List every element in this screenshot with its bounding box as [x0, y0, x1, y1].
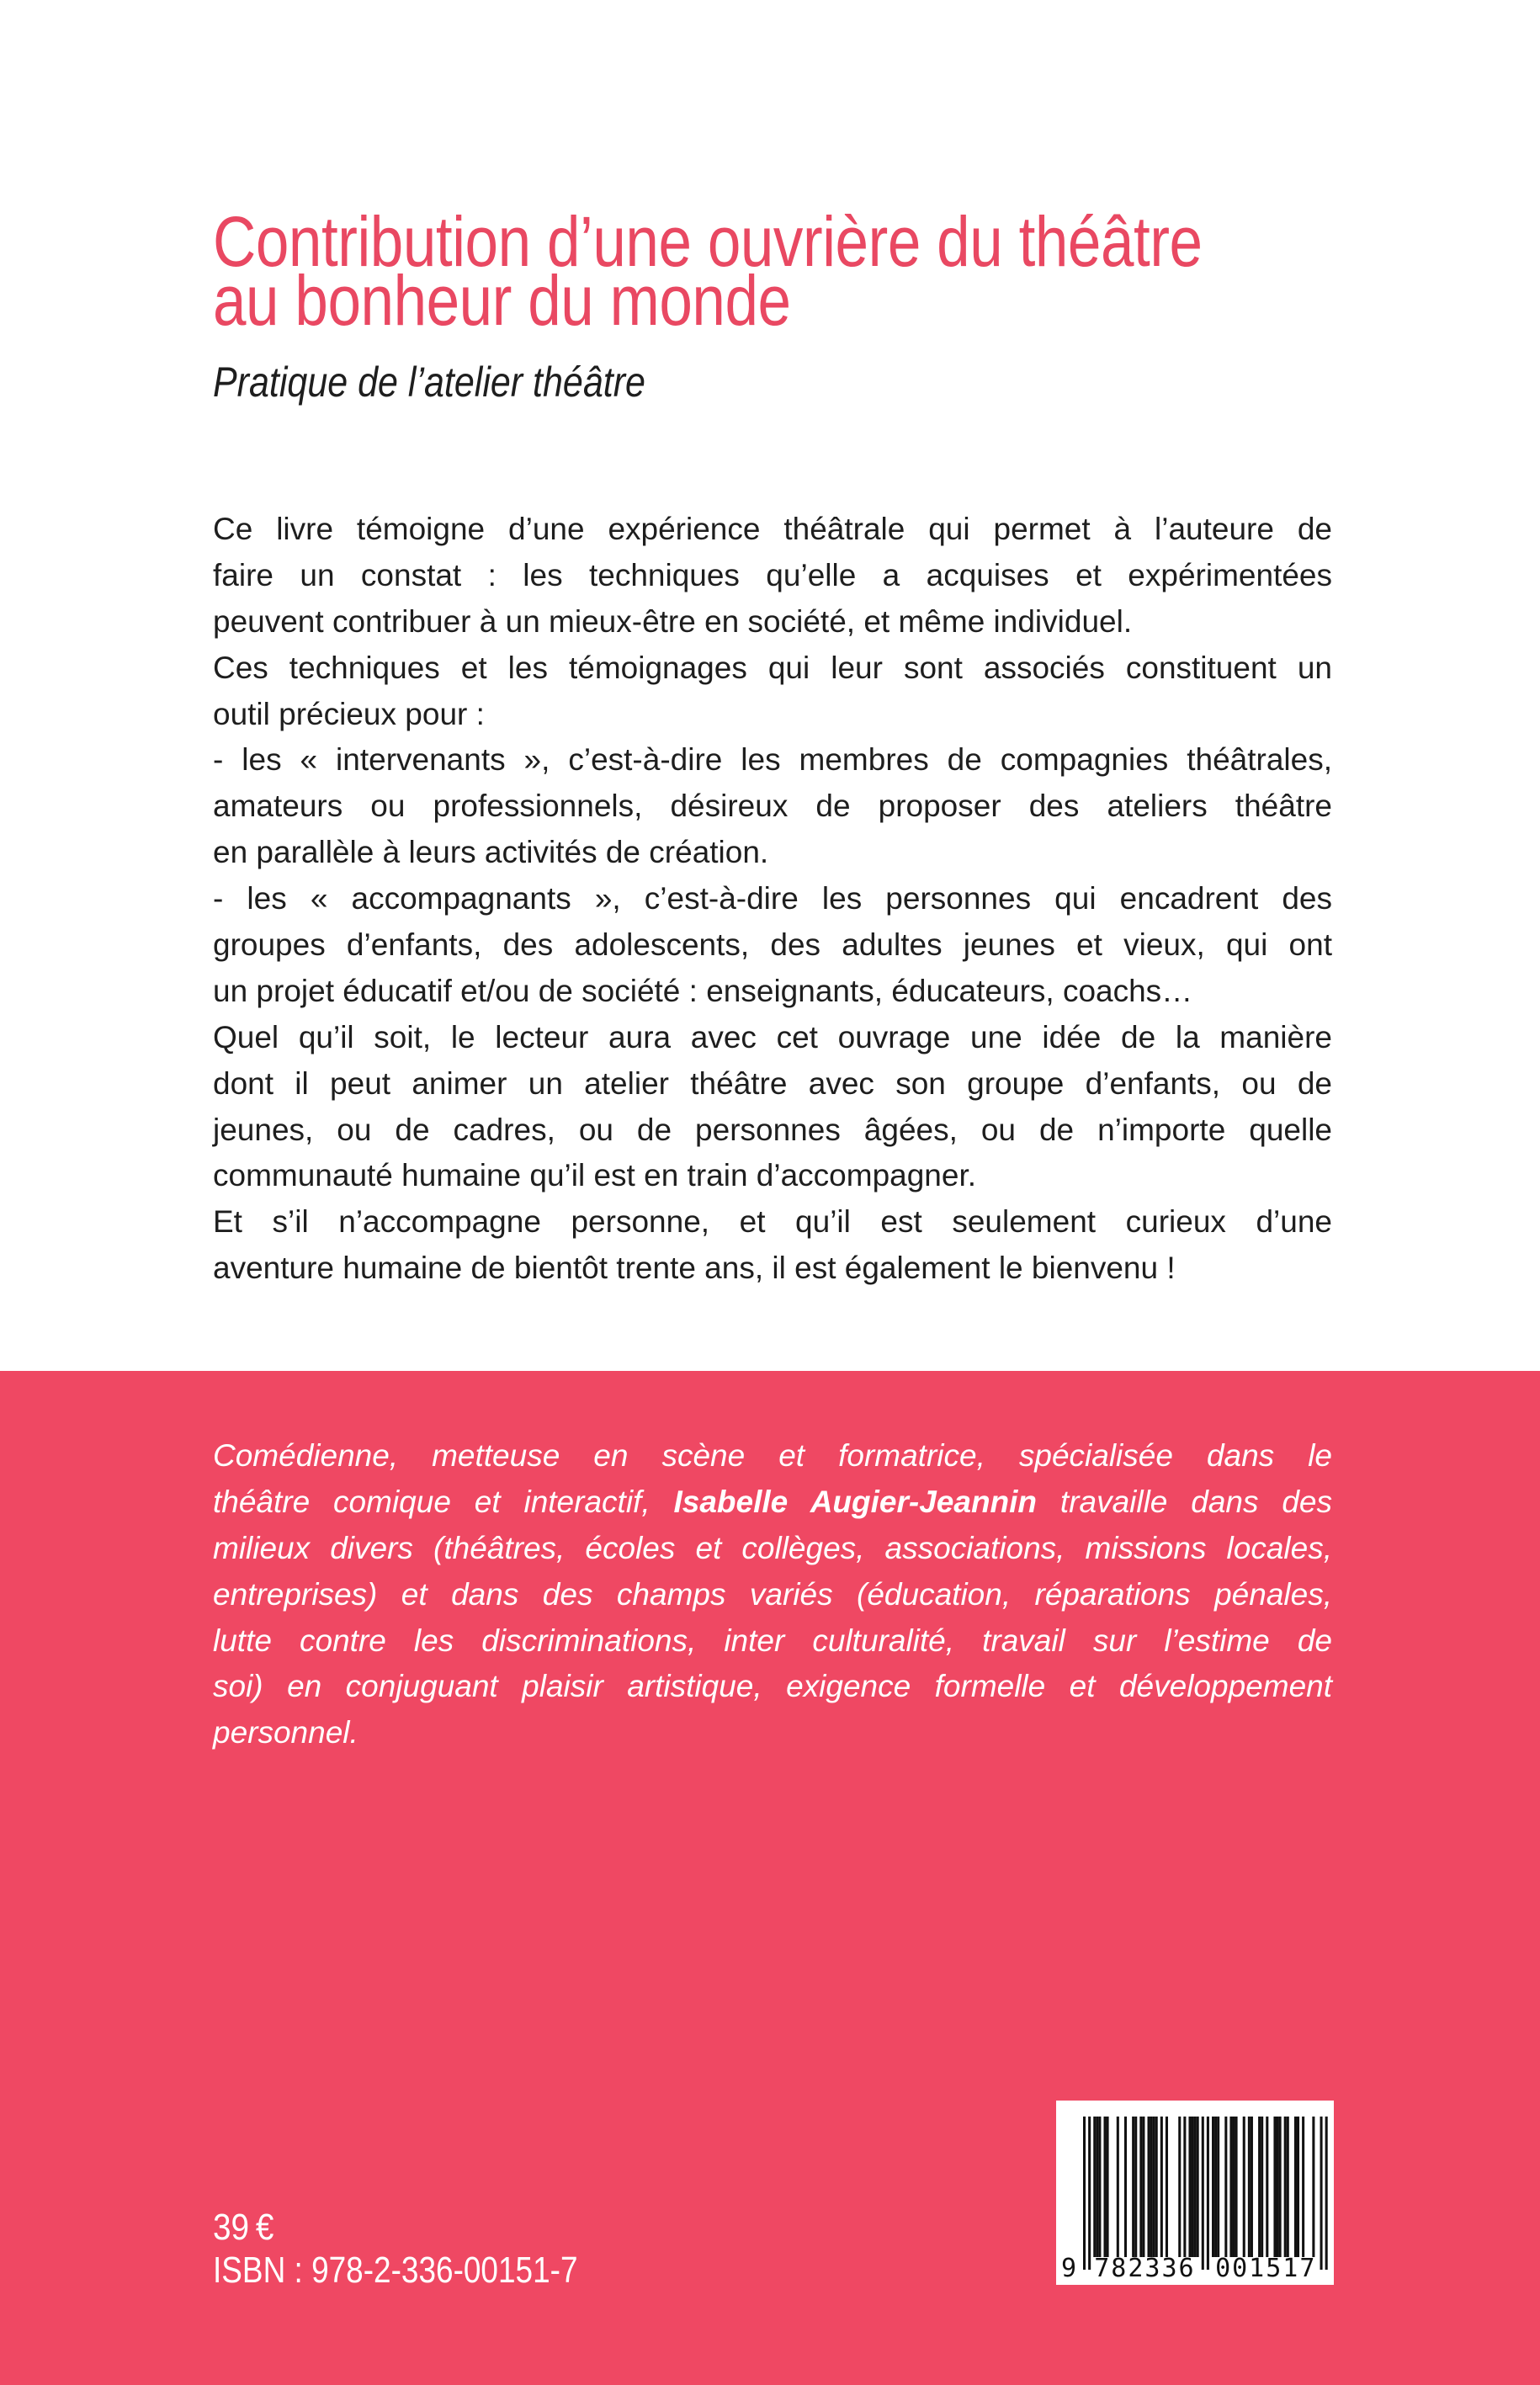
author-bio — [213, 1432, 1332, 1756]
svg-text:782336: 782336 — [1094, 2254, 1196, 2283]
bio-line-text — [213, 1432, 1332, 1479]
bio-text-segment: personnel. — [213, 1715, 358, 1750]
description-line — [213, 737, 1332, 783]
isbn-barcode — [1056, 2101, 1334, 2285]
description-line — [213, 830, 1332, 876]
description-line-text: un projet éducatif et/ou de société : enseignants, éducateurs, coachs… — [213, 973, 1193, 1008]
description-line-text: aventure humaine de bientôt trente ans, il est également le bienvenu ! — [213, 1251, 1176, 1286]
bio-line — [213, 1479, 1332, 1525]
description-line-text: Ces techniques et les témoignages qui leur sont associés constituent un — [213, 650, 1332, 685]
bio-line-text — [213, 1479, 1332, 1525]
author-name: Isabelle Augier-Jeannin — [673, 1484, 1038, 1519]
book-subtitle: Pratique de l’atelier théâtre — [213, 359, 645, 406]
description-line-text: groupes d’enfants, des adolescents, des adultes jeunes et vieux, qui ont — [213, 927, 1332, 963]
description-line — [213, 553, 1332, 599]
description-line — [213, 922, 1332, 969]
description-line-text: - les « accompagnants », c’est-à-dire les personnes qui encadrent des — [213, 881, 1332, 916]
description-line-text: dont il peut animer un atelier théâtre avec son groupe d’enfants, ou de — [213, 1065, 1332, 1101]
description-line — [213, 599, 1332, 645]
bio-line — [213, 1571, 1332, 1617]
bio-line — [213, 1617, 1332, 1664]
bio-text-segment: entreprises) et dans des champs variés (éducation, réparations pénales, — [213, 1576, 1332, 1612]
bio-text-segment: Comédienne, metteuse en scène et formatrice, spécialisée dans le — [213, 1438, 1332, 1473]
bio-line-text — [213, 1709, 1332, 1756]
description-line-text: - les « intervenants », c’est-à-dire les membres de compagnies théâtrales, — [213, 742, 1332, 778]
description-line — [213, 507, 1332, 553]
book-title-line-1: Contribution d’une ouvrière du théâtre — [213, 202, 1203, 281]
bio-line — [213, 1663, 1332, 1709]
book-description — [213, 507, 1332, 1292]
book-title-line-2: au bonheur du monde — [213, 261, 791, 340]
description-line-text: outil précieux pour : — [213, 696, 485, 731]
bio-text-segment: lutte contre les discriminations, inter culturalité, travail sur l’estime de — [213, 1623, 1332, 1658]
description-line — [213, 1108, 1332, 1154]
description-line — [213, 1199, 1332, 1246]
bio-line — [213, 1709, 1332, 1756]
bio-line-text — [213, 1617, 1332, 1664]
description-line-text: en parallèle à leurs activités de création. — [213, 835, 769, 870]
barcode-icon — [1056, 2101, 1334, 2285]
description-line — [213, 1153, 1332, 1199]
description-line — [213, 692, 1332, 738]
description-line-text: Ce livre témoigne d’une expérience théâtrale qui permet à l’auteure de — [213, 512, 1332, 546]
description-line-text: jeunes, ou de cadres, ou de personnes âgées, ou de n’importe quelle — [213, 1112, 1332, 1147]
description-line — [213, 645, 1332, 692]
description-line-text: peuvent contribuer à un mieux-être en société, et même individuel. — [213, 603, 1133, 639]
isbn-label: ISBN : 978-2-336-00151-7 — [213, 2250, 578, 2291]
description-line-text: faire un constat : les techniques qu’elle a acquises et expérimentées — [213, 557, 1332, 592]
bio-text-segment: milieux divers (théâtres, écoles et collèges, associations, missions locales, — [213, 1530, 1332, 1565]
description-line-text: Et s’il n’accompagne personne, et qu’il est seulement curieux d’une — [213, 1204, 1332, 1240]
bio-text-segment: soi) en conjuguant plaisir artistique, exigence formelle et développement — [213, 1669, 1332, 1704]
description-line — [213, 1061, 1332, 1108]
bio-line-text — [213, 1571, 1332, 1617]
bio-text-segment: théâtre comique et interactif, — [213, 1484, 674, 1519]
bio-line-text — [213, 1525, 1332, 1571]
description-line — [213, 1246, 1332, 1292]
bio-line — [213, 1525, 1332, 1571]
bio-line-text — [213, 1663, 1332, 1709]
description-line-text: amateurs ou professionnels, désireux de proposer des ateliers théâtre — [213, 789, 1332, 824]
bio-text-segment: travaille dans des — [1037, 1484, 1332, 1519]
svg-text:9: 9 — [1061, 2254, 1077, 2283]
description-line — [213, 783, 1332, 830]
description-line-text: Quel qu’il soit, le lecteur aura avec cet ouvrage une idée de la manière — [213, 1019, 1332, 1054]
description-line — [213, 1015, 1332, 1061]
price-label: 39 € — [213, 2207, 274, 2248]
svg-text:001517: 001517 — [1215, 2254, 1317, 2283]
description-line — [213, 969, 1332, 1015]
bio-line — [213, 1432, 1332, 1479]
description-line — [213, 876, 1332, 922]
book-title — [213, 202, 1540, 340]
description-line-text: communauté humaine qu’il est en train d’accompagner. — [213, 1158, 977, 1193]
